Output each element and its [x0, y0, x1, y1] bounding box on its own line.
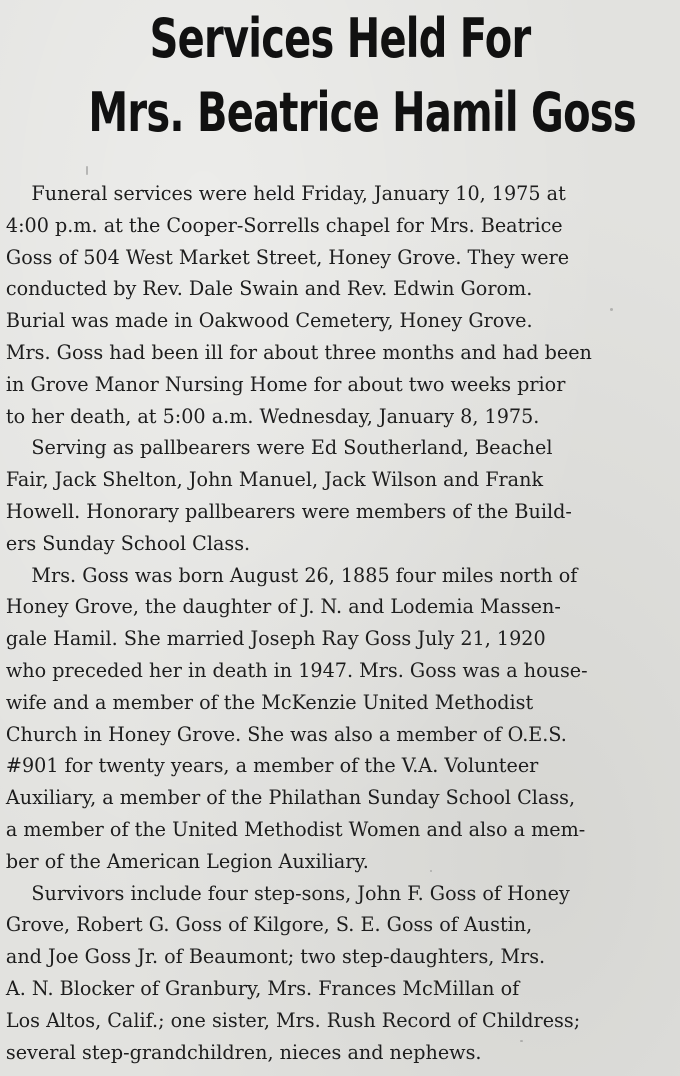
article-line: Goss of 504 West Market Street, Honey Grove. They were: [5, 245, 570, 269]
article-line: Honey Grove, the daughter of J. N. and Lodemia Massen-: [5, 595, 561, 619]
article-body: [0, 178, 680, 1068]
article-line: A. N. Blocker of Granbury, Mrs. Frances McMillan of: [5, 976, 520, 1000]
article-line: to her death, at 5:00 a.m. Wednesday, January 8, 1975.: [5, 404, 540, 428]
article-line: Church in Honey Grove. She was also a member of O.E.S.: [5, 722, 567, 746]
article-line: a member of the United Methodist Women and also a mem-: [5, 817, 586, 841]
article-line: gale Hamil. She married Joseph Ray Goss July 21, 1920: [5, 627, 546, 651]
article-line: Burial was made in Oakwood Cemetery, Honey Grove.: [5, 309, 533, 333]
article-line: Howell. Honorary pallbearers were members of the Build-: [5, 499, 572, 523]
article-line: Mrs. Goss was born August 26, 1885 four miles north of: [31, 563, 578, 587]
article-line: in Grove Manor Nursing Home for about two weeks prior: [5, 372, 566, 396]
article-line: ber of the American Legion Auxiliary.: [5, 849, 369, 873]
article-line: Fair, Jack Shelton, John Manuel, Jack Wilson and Frank: [5, 468, 544, 492]
headline: [88, 2, 636, 150]
article-line: who preceded her in death in 1947. Mrs. Goss was a house-: [5, 658, 588, 682]
article-line: Funeral services were held Friday, January 10, 1975 at: [31, 182, 566, 205]
print-speck: [86, 166, 88, 175]
article-line: ers Sunday School Class.: [5, 531, 251, 555]
article-line: Serving as pallbearers were Ed Southerland, Beachel: [31, 436, 553, 460]
article-line: Mrs. Goss had been ill for about three months and had been: [5, 340, 592, 364]
print-speck: [430, 870, 432, 872]
article-line: 4:00 p.m. at the Cooper-Sorrells chapel for Mrs. Beatrice: [5, 213, 563, 237]
article-line: #901 for twenty years, a member of the V.A. Volunteer: [5, 754, 539, 778]
article-line: Survivors include four step-sons, John F. Goss of Honey: [31, 881, 570, 905]
headline-line-2: Mrs. Beatrice Hamil Goss: [88, 81, 636, 144]
article-line: wife and a member of the McKenzie United Methodist: [5, 690, 534, 714]
print-speck: [610, 308, 613, 311]
article-line: Grove, Robert G. Goss of Kilgore, S. E. Goss of Austin,: [5, 913, 533, 937]
article-line: conducted by Rev. Dale Swain and Rev. Edwin Gorom.: [5, 277, 533, 301]
article-line: and Joe Goss Jr. of Beaumont; two step-daughters, Mrs.: [5, 945, 546, 969]
article-line: Auxiliary, a member of the Philathan Sunday School Class,: [5, 786, 576, 810]
article-line: several step-grandchildren, nieces and nephews.: [5, 1040, 482, 1064]
headline-line-1: Services Held For: [149, 7, 531, 70]
article-line: Los Altos, Calif.; one sister, Mrs. Rush Record of Childress;: [5, 1008, 581, 1032]
headline-block: [0, 0, 680, 150]
print-speck: [520, 1040, 523, 1042]
